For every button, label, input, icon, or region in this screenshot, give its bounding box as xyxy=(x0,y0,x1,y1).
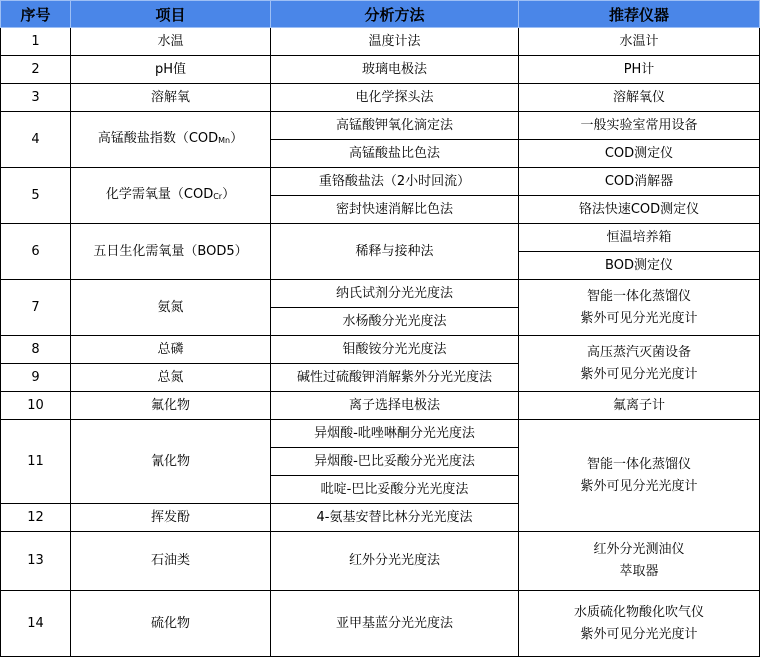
row-instrument xyxy=(519,420,760,532)
row-method: 稀释与接种法 xyxy=(271,224,519,280)
row-no: 1 xyxy=(1,28,71,56)
row-no: 9 xyxy=(1,364,71,392)
row-method: 水杨酸分光光度法 xyxy=(271,308,519,336)
row-instrument xyxy=(519,532,760,591)
row-no: 8 xyxy=(1,336,71,364)
row-method: 纳氏试剂分光光度法 xyxy=(271,280,519,308)
row-method: 高锰酸盐比色法 xyxy=(271,140,519,168)
row-item: 挥发酚 xyxy=(71,504,271,532)
row-no: 11 xyxy=(1,420,71,504)
row-method: 亚甲基蓝分光光度法 xyxy=(271,591,519,657)
instrument-line: 紫外可见分光光度计 xyxy=(580,366,698,382)
row-method: 玻璃电极法 xyxy=(271,56,519,84)
row-instrument xyxy=(519,336,760,392)
table-row xyxy=(1,84,760,112)
table-row xyxy=(1,532,760,591)
instrument-line: 萃取器 xyxy=(619,564,659,579)
row-method: 温度计法 xyxy=(271,28,519,56)
table-row xyxy=(1,224,760,252)
instrument-line: 智能一体化蒸馏仪 xyxy=(586,456,691,472)
row-method: 钼酸铵分光光度法 xyxy=(271,336,519,364)
row-item: 氨氮 xyxy=(71,280,271,336)
row-method: 离子选择电极法 xyxy=(271,392,519,420)
row-instrument xyxy=(519,591,760,657)
row-no: 7 xyxy=(1,280,71,336)
table-row xyxy=(1,28,760,56)
row-instrument: COD测定仪 xyxy=(519,140,760,168)
row-item: 总磷 xyxy=(71,336,271,364)
instrument-line: 智能一体化蒸馏仪 xyxy=(586,288,691,304)
instrument-line: 水质硫化物酸化吹气仪 xyxy=(573,604,704,620)
table-row xyxy=(1,591,760,657)
row-method: 4-氨基安替比林分光光度法 xyxy=(271,504,519,532)
row-no: 5 xyxy=(1,168,71,224)
table-row xyxy=(1,56,760,84)
instrument-line: 紫外可见分光光度计 xyxy=(580,478,698,494)
table-row xyxy=(1,420,760,448)
row-instrument: BOD测定仪 xyxy=(519,252,760,280)
row-instrument: PH计 xyxy=(519,56,760,84)
row-item: 化学需氧量$(COD_{Cr})$ xyxy=(71,168,271,224)
header-no: 序号 xyxy=(1,1,71,28)
table-row xyxy=(1,336,760,364)
instrument-line: 紫外可见分光光度计 xyxy=(580,310,698,326)
row-no: 4 xyxy=(1,112,71,168)
table-row xyxy=(1,392,760,420)
header-row xyxy=(1,1,760,28)
row-method: 异烟酸-吡唑啉酮分光光度法 xyxy=(271,420,519,448)
row-instrument: COD消解器 xyxy=(519,168,760,196)
row-instrument xyxy=(519,280,760,336)
table-row xyxy=(1,112,760,140)
header-instrument: 推荐仪器 xyxy=(519,1,760,28)
instrument-line: 紫外可见分光光度计 xyxy=(580,626,698,642)
row-method: 重铬酸盐法（2小时回流） xyxy=(271,168,519,196)
row-no: 3 xyxy=(1,84,71,112)
row-item: 水温 xyxy=(71,28,271,56)
row-item: pH值 xyxy=(71,56,271,84)
header-item: 项目 xyxy=(71,1,271,28)
row-no: 13 xyxy=(1,532,71,591)
row-instrument: 溶解氧仪 xyxy=(519,84,760,112)
row-method: 高锰酸钾氧化滴定法 xyxy=(271,112,519,140)
row-item: 硫化物 xyxy=(71,591,271,657)
row-instrument: 氟离子计 xyxy=(519,392,760,420)
row-instrument: 恒温培养箱 xyxy=(519,224,760,252)
row-method: 异烟酸-巴比妥酸分光光度法 xyxy=(271,448,519,476)
instrument-line: 红外分光测油仪 xyxy=(593,542,685,557)
row-no: 2 xyxy=(1,56,71,84)
row-method: 碱性过硫酸钾消解紫外分光光度法 xyxy=(271,364,519,392)
row-method: 红外分光光度法 xyxy=(271,532,519,591)
row-item: 氟化物 xyxy=(71,392,271,420)
row-no: 12 xyxy=(1,504,71,532)
row-no: 10 xyxy=(1,392,71,420)
row-item: 氰化物 xyxy=(71,420,271,504)
row-instrument: 水温计 xyxy=(519,28,760,56)
row-item: 溶解氧 xyxy=(71,84,271,112)
row-method: 吡啶-巴比妥酸分光光度法 xyxy=(271,476,519,504)
row-instrument: 一般实验室常用设备 xyxy=(519,112,760,140)
row-item: 五日生化需氧量（BOD5） xyxy=(71,224,271,280)
row-method: 电化学探头法 xyxy=(271,84,519,112)
row-no: 6 xyxy=(1,224,71,280)
table-row xyxy=(1,168,760,196)
table-row xyxy=(1,280,760,308)
row-instrument: 铬法快速COD测定仪 xyxy=(519,196,760,224)
row-item: 总氮 xyxy=(71,364,271,392)
row-item: 石油类 xyxy=(71,532,271,591)
row-method: 密封快速消解比色法 xyxy=(271,196,519,224)
row-item: 高锰酸盐指数$(COD_{Mn})$ xyxy=(71,112,271,168)
header-method: 分析方法 xyxy=(271,1,519,28)
instrument-line: 高压蒸汽灭菌设备 xyxy=(586,344,691,360)
row-no: 14 xyxy=(1,591,71,657)
